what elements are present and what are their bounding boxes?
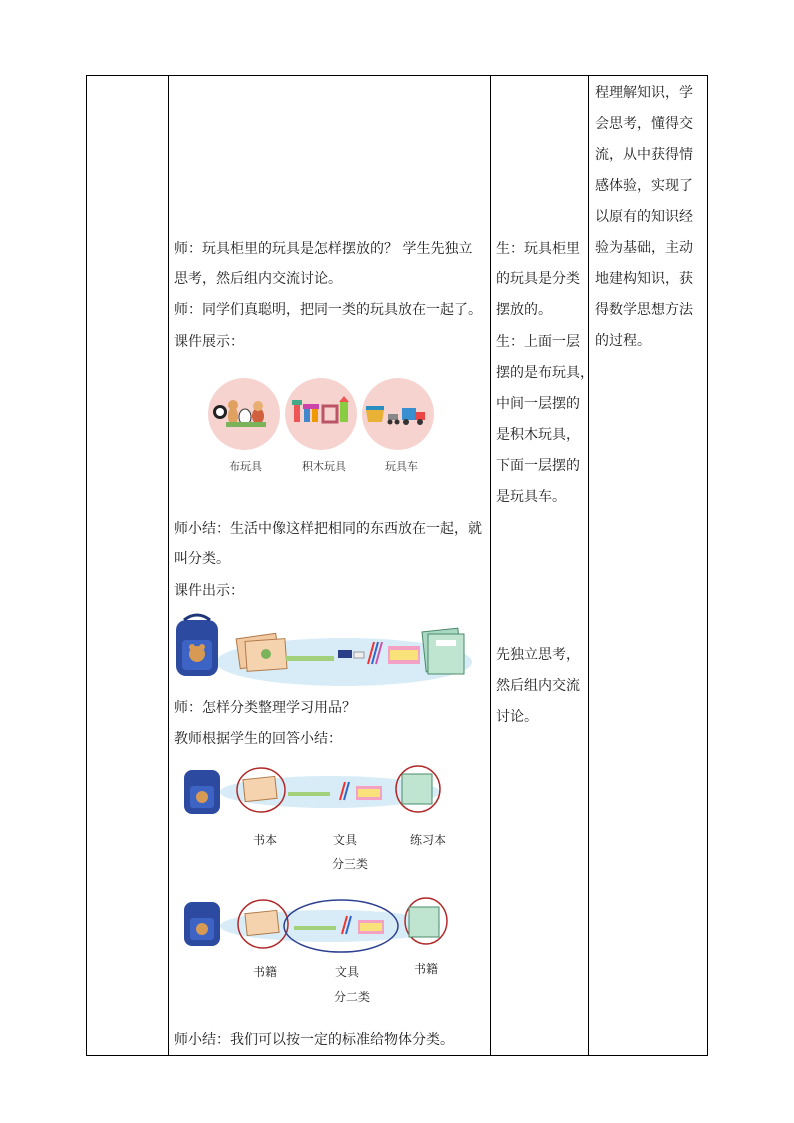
text-line: 中间一层摆的 <box>496 396 580 412</box>
text-line: 验为基础，主动 <box>595 240 693 256</box>
text-line: 程理解知识，学 <box>595 85 693 101</box>
text-line: 讨论。 <box>496 709 538 725</box>
text-line: 生：玩具柜里 <box>496 241 580 257</box>
text-line: 是积木玩具， <box>496 427 580 443</box>
text-line: 是玩具车。 <box>496 489 566 505</box>
sort-three-illustration <box>180 762 450 822</box>
exercise-books-icon <box>422 628 464 674</box>
text-line: 思考，然后组内交流讨论。 <box>174 271 342 287</box>
text-line: 以原有的知识经 <box>595 209 693 225</box>
text-line: 教师根据学生的回答小结： <box>174 731 342 747</box>
column-divider <box>168 76 169 1055</box>
sort-label: 文具 <box>333 833 358 847</box>
column-divider <box>490 76 491 1055</box>
backpack-icon <box>176 615 218 676</box>
text-line: 会思考，懂得交 <box>595 116 693 132</box>
column-divider <box>588 76 589 1055</box>
text-line: 感体验，实现了 <box>595 178 693 194</box>
text-line: 地建构知识，获 <box>595 271 693 287</box>
text-line: 下面一层摆的 <box>496 458 580 474</box>
text-line: 得数学思想方法 <box>595 302 693 318</box>
text-line: 叫分类。 <box>174 551 230 567</box>
sort-label: 书本 <box>253 833 278 847</box>
text-line: 然后组内交流 <box>496 678 580 694</box>
text-line: 师：同学们真聪明，把同一类的玩具放在一起了。 <box>174 302 482 318</box>
sort-label: 书籍 <box>414 962 439 976</box>
text-line: 先独立思考， <box>496 647 580 663</box>
text-line: 摆放的。 <box>496 302 552 318</box>
toy-label: 积木玩具 <box>302 460 346 473</box>
sort-two-illustration <box>180 894 450 954</box>
text-line: 师：怎样分类整理学习用品？ <box>174 700 356 716</box>
text-line: 的过程。 <box>595 333 651 349</box>
text-line: 课件出示： <box>174 583 244 599</box>
text-line: 生：上面一层 <box>496 334 580 350</box>
toy-label: 玩具车 <box>385 460 418 473</box>
text-line: 师小结：我们可以按一定的标准给物体分类。 <box>174 1032 454 1048</box>
backpack-icon <box>184 902 220 946</box>
text-line: 课件展示： <box>174 334 244 350</box>
books-icon <box>236 633 287 671</box>
backpack-icon <box>184 770 220 814</box>
text-line: 师：玩具柜里的玩具是怎样摆放的？ 学生先独立 <box>174 241 473 257</box>
sort-title: 分二类 <box>334 990 371 1004</box>
sort-label: 练习本 <box>410 833 447 847</box>
sort-label: 书籍 <box>253 965 278 979</box>
text-line: 摆的是布玩具， <box>496 365 594 381</box>
sort-title: 分三类 <box>332 857 369 871</box>
text-line: 师小结：生活中像这样把相同的东西放在一起，就 <box>174 521 482 537</box>
school-supplies-illustration <box>172 614 472 694</box>
sort-label: 文具 <box>335 965 360 979</box>
text-line: 的玩具是分类 <box>496 271 580 287</box>
toy-label: 布玩具 <box>229 460 262 473</box>
text-line: 流，从中获得情 <box>595 147 693 163</box>
